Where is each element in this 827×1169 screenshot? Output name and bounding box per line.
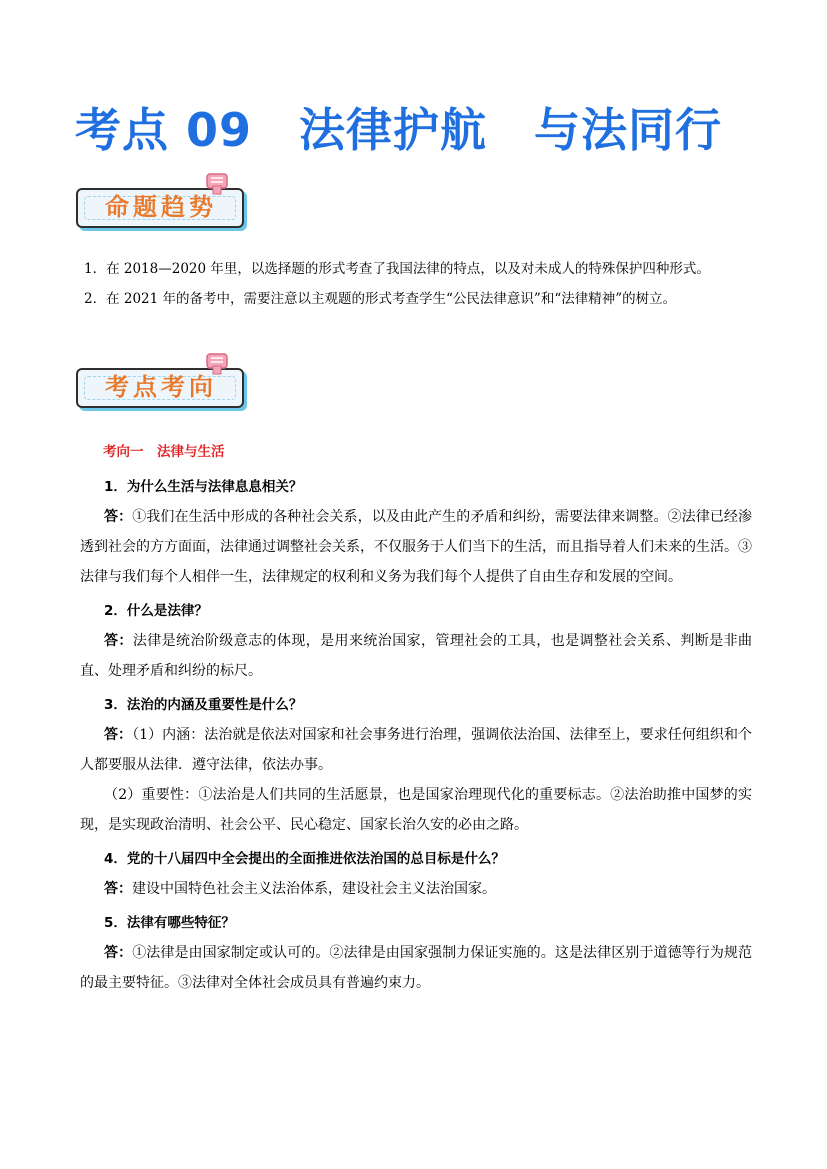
trend-tab-label: 命题趋势: [105, 193, 217, 221]
answer-prefix: 答：: [104, 881, 132, 897]
answer-prefix: 答：: [104, 509, 133, 525]
question: 3．法治的内涵及重要性是什么？: [104, 697, 303, 713]
answer-text: ①我们在生活中形成的各种社会关系，以及由此产生的矛盾和纠纷，需要法律来调整。②法律已经渗透到社会的方方面面，法律通过调整社会关系，不仅服务于人们当下的生活，而且指导着人们未来的生活。③法律与我们每个人相伴一生，法律规定的权利和义务为我们每个人提供了自由生存和发展的空间。: [80, 509, 753, 585]
question: 1．为什么生活与法律息息相关？: [104, 479, 303, 495]
section-heading: 考向一 法律与生活: [103, 444, 225, 460]
direction-tab: [76, 358, 246, 410]
question: 5．法律有哪些特征？: [104, 915, 235, 931]
answer-text: 法律是统治阶级意志的体现，是用来统治国家，管理社会的工具，也是调整社会关系、判断是非曲直、处理矛盾和纠纷的标尺。: [80, 633, 753, 679]
qa-list: [80, 468, 752, 998]
answer-continued: （2）重要性：①法治是人们共同的生活愿景，也是国家治理现代化的重要标志。②法治助推中国梦的实现，是实现政治清明、社会公平、民心稳定、国家长治久安的必由之路。: [80, 787, 752, 833]
answer-prefix: 答：: [104, 633, 133, 649]
trend-item: 1．在 2018—2020 年里，以选择题的形式考查了我国法律的特点，以及对未成人的特殊保护四种形式。: [84, 261, 710, 277]
answer-prefix: 答：: [104, 727, 133, 743]
answer-prefix: 答：: [104, 945, 133, 961]
answer: [80, 626, 752, 686]
answer: [80, 874, 752, 904]
direction-tab-label: 考点考向: [105, 373, 217, 401]
answer: [80, 502, 752, 592]
answer-text: ①法律是由国家制定或认可的。②法律是由国家强制力保证实施的。这是法律区别于道德等行为规范的最主要特征。③法律对全体社会成员具有普遍约束力。: [80, 945, 753, 991]
page-title: 考点 09 法律护航 与法同行: [75, 103, 723, 157]
answer: [80, 720, 752, 780]
answer: [80, 938, 752, 998]
trend-list: [84, 257, 764, 317]
answer-text: （1）内涵：法治就是依法对国家和社会事务进行治理，强调依法治国、法律至上，要求任何组织和个人都要服从法律．遵守法律，依法办事。: [80, 727, 753, 773]
question: 2．什么是法律？: [104, 603, 208, 619]
trend-tab: [76, 178, 246, 230]
trend-item: 2．在 2021 年的备考中，需要注意以主观题的形式考查学生“公民法律意识”和“法律精神”的树立。: [84, 291, 677, 307]
question: 4．党的十八届四中全会提出的全面推进依法治国的总目标是什么？: [104, 851, 505, 867]
answer-text: 建设中国特色社会主义法治体系，建设社会主义法治国家。: [132, 881, 496, 897]
